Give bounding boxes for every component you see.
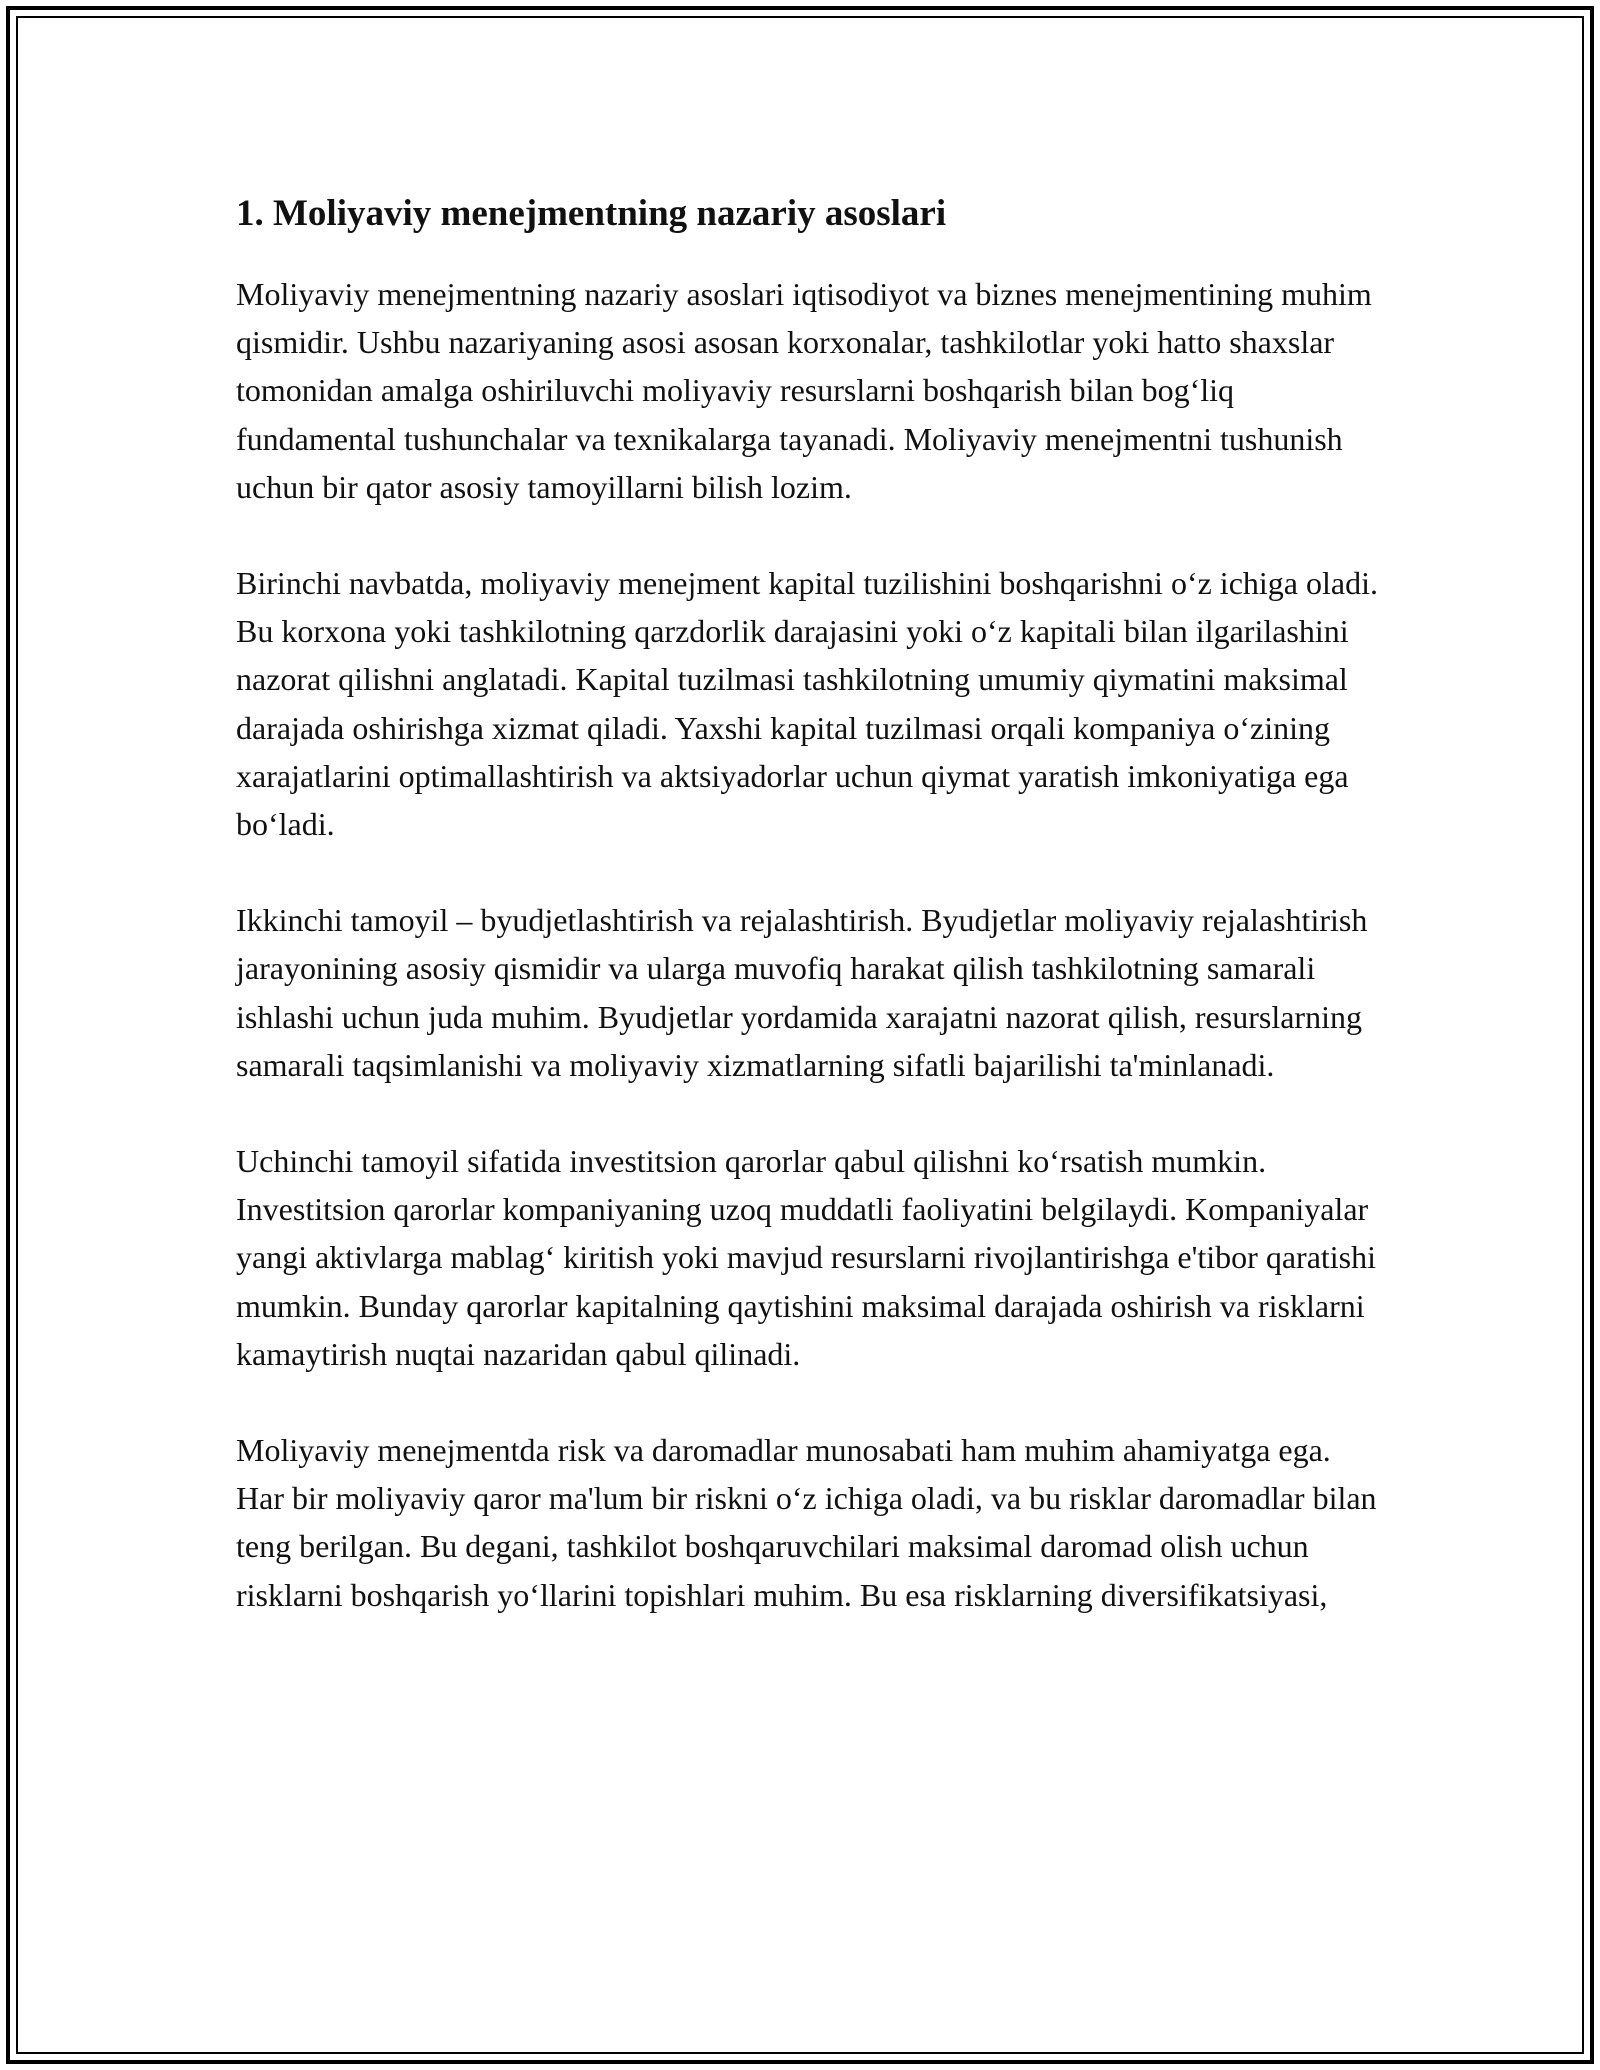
section-heading: 1. Moliyaviy menejmentning nazariy asoslari [236, 193, 947, 234]
paragraph-2: Birinchi navbatda, moliyaviy menejment kapital tuzilishini boshqarishni o‘z ichiga oladi. Bu korxona yoki tashkilotning qarzdorlik darajasini yoki o‘z kapitali bilan ilgarilashini nazorat qilishni anglatadi. Kapital tuzilmasi tashkilotning umumiy qiymatini maksimal darajada oshirishga xizmat qiladi. Yaxshi kapital tuzilmasi orqali kompaniya o‘zining xarajatlarini optimallashtirish va aktsiyadorlar uchun qiymat yaratish imkoniyatiga ega bo‘ladi. [236, 565, 1378, 843]
paragraph-4: Uchinchi tamoyil sifatida investitsion qarorlar qabul qilishni ko‘rsatish mumkin. Investitsion qarorlar kompaniyaning uzoq muddatli faoliyatini belgilaydi. Kompaniyalar yangi aktivlarga mablag‘ kiritish yoki mavjud resurslarni rivojlantirishga e'tibor qaratishi mumkin. Bunday qarorlar kapitalning qaytishini maksimal darajada oshirish va risklarni kamaytirish nuqtai nazaridan qabul qilinadi. [236, 1143, 1377, 1372]
paragraph-1: Moliyaviy menejmentning nazariy asoslari iqtisodiyot va biznes menejmentining muhim qismidir. Ushbu nazariyaning asosi asosan korxonalar, tashkilotlar yoki hatto shaxslar tomonidan amalga oshiriluvchi moliyaviy resurslarni boshqarish bilan bog‘liq fundamental tushunchalar va texnikalarga tayanadi. Moliyaviy menejmentni tushunish uchun bir qator asosiy tamoyillarni bilish lozim. [236, 276, 1372, 505]
paragraph-3: Ikkinchi tamoyil – byudjetlashtirish va rejalashtirish. Byudjetlar moliyaviy rejalashtirish jarayonining asosiy qismidir va ularga muvofiq harakat qilish tashkilotning samarali ishlashi uchun juda muhim. Byudjetlar yordamida xarajatni nazorat qilish, resurslarning samarali taqsimlanishi va moliyaviy xizmatlarning sifatli bajarilishi ta'minlanadi. [236, 902, 1368, 1083]
paragraph-5: Moliyaviy menejmentda risk va daromadlar munosabati ham muhim ahamiyatga ega. Har bir moliyaviy qaror ma'lum bir riskni o‘z ichiga oladi, va bu risklar daromadlar bilan teng berilgan. Bu degani, tashkilot boshqaruvchilari maksimal daromad olish uchun risklarni boshqarish yo‘llarini topishlari muhim. Bu esa risklarning diversifikatsiyasi, [236, 1432, 1377, 1613]
document-body [236, 188, 1386, 1667]
